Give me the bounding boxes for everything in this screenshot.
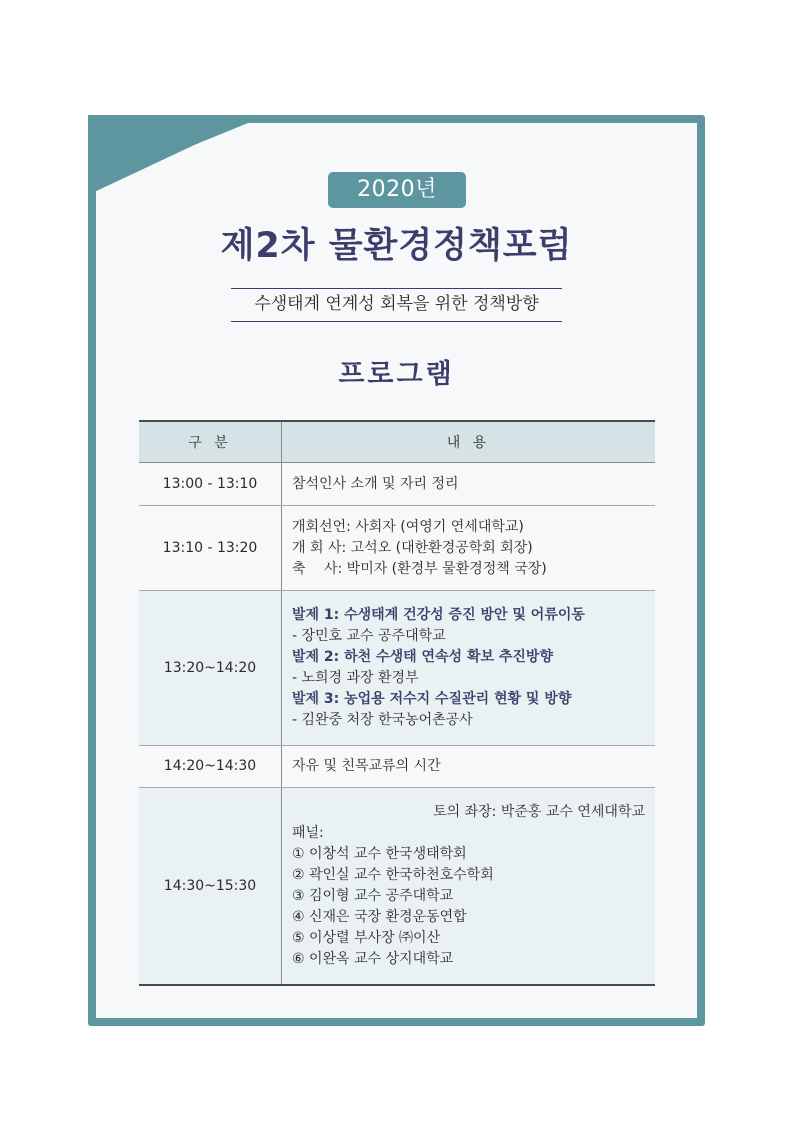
presenter: - 노희경 과장 환경부 [292,670,419,686]
content-line: 개회선언: 사회자 (여영기 연세대학교) [292,518,524,535]
content-line: 참석인사 소개 및 자리 정리 [292,475,459,492]
presentation-title: 발제 2: 하천 수생태 연속성 확보 추진방향 [292,649,553,665]
content-line: 개 회 사: 고석오 (대한환경공학회 회장) [292,539,533,556]
panelist: ⑥ 이완옥 교수 상지대학교 [292,951,454,967]
row-content [282,746,656,788]
presentation-title: 발제 1: 수생태계 건강성 증진 방안 및 어류이동 [292,607,585,623]
content-line: 축 사: 박미자 (환경부 물환경정책 국장) [292,560,547,577]
year-badge: 2020년 [328,172,466,208]
subtitle-box [231,288,562,322]
row-time: 13:20~14:20 [139,591,282,746]
row-content [282,591,656,746]
content-line: 자유 및 친목교류의 시간 [292,758,441,774]
presenter: - 김완중 처장 한국농어촌공사 [292,712,473,728]
moderator: 토의 좌장: 박준홍 교수 연세대학교 [433,804,645,820]
row-time: 13:10 - 13:20 [139,506,282,591]
header-content: 내 용 [282,421,656,463]
table-row [139,788,655,986]
table-header-row [139,421,655,463]
panel-label: 패널: [292,825,324,841]
page-subtitle: 수생태계 연계성 회복을 위한 정책방향 [254,294,539,314]
page-title: 제2차 물환경정책포럼 [220,226,573,266]
row-time: 13:00 - 13:10 [139,463,282,506]
program-heading: 프로그램 [338,359,455,390]
header-category: 구 분 [139,421,282,463]
row-content [282,788,656,986]
program-table [139,420,655,986]
table-row [139,506,655,591]
corner-accent [88,115,258,195]
panelist: ② 곽인실 교수 한국하천호수학회 [292,867,494,883]
table-row [139,591,655,746]
row-content [282,463,656,506]
panelist: ⑤ 이상렬 부사장 ㈜이산 [292,930,441,946]
panelist: ④ 신재은 국장 환경운동연합 [292,909,467,925]
panelist: ③ 김이형 교수 공주대학교 [292,888,454,904]
table-row [139,746,655,788]
panelist: ① 이창석 교수 한국생태학회 [292,846,467,862]
row-time: 14:20~14:30 [139,746,282,788]
row-time: 14:30~15:30 [139,788,282,986]
presenter: - 장민호 교수 공주대학교 [292,628,446,644]
table-row [139,463,655,506]
row-content [282,506,656,591]
presentation-title: 발제 3: 농업용 저수지 수질관리 현황 및 방향 [292,691,572,707]
